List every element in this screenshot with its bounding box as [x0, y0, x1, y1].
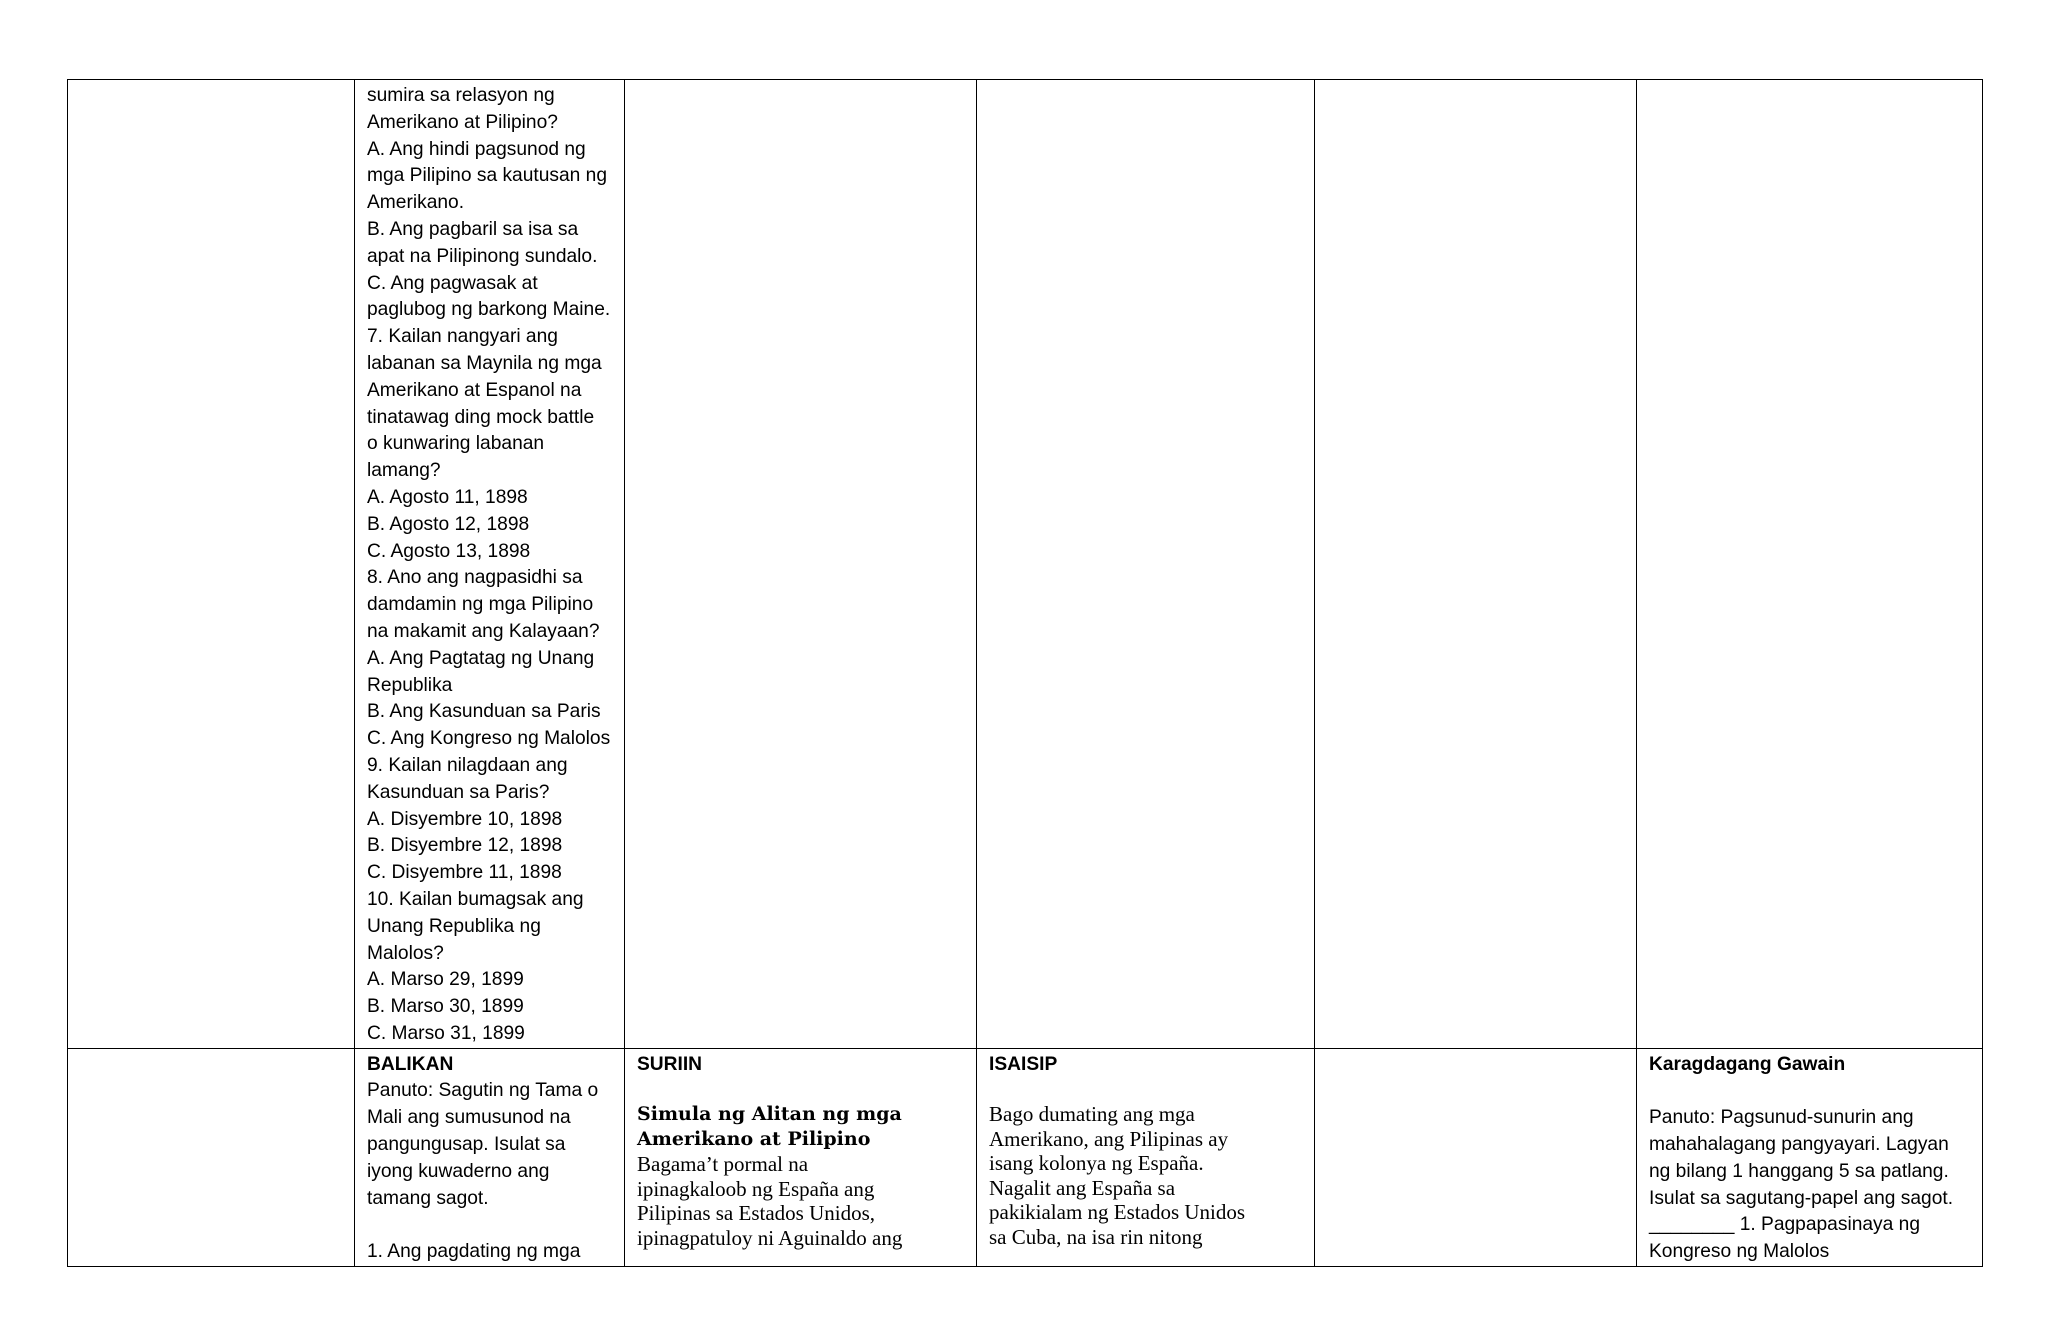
- question-line: sumira sa relasyon ng: [367, 85, 555, 106]
- text-line: ________ 1. Pagpapasinaya ng: [1649, 1214, 1920, 1236]
- empty-cell: [1315, 1048, 1637, 1266]
- question-line: apat na Pilipinong sundalo.: [367, 245, 598, 267]
- question-line: C. Marso 31, 1899: [367, 1022, 525, 1044]
- balikan-item: 1. Ang pagdating ng mga: [367, 1241, 581, 1263]
- question-line: 10. Kailan bumagsak ang: [367, 888, 584, 910]
- text-line: ipinagkaloob ng España ang: [637, 1176, 875, 1201]
- question-line: B. Marso 30, 1899: [367, 996, 524, 1018]
- question-line: 8. Ano ang nagpasidhi sa: [367, 567, 583, 589]
- text-line: isang kolonya ng España.: [989, 1151, 1204, 1176]
- question-list: [367, 83, 612, 1048]
- table-row: [68, 1048, 1983, 1266]
- question-line: na makamit ang Kalayaan?: [367, 620, 600, 642]
- question-line: A. Agosto 11, 1898: [367, 486, 528, 508]
- text-line: tamang sagot.: [367, 1187, 489, 1209]
- text-line: Pilipinas sa Estados Unidos,: [637, 1201, 876, 1226]
- question-line: mga Pilipino sa kautusan ng: [367, 165, 607, 187]
- question-line: C. Ang pagwasak at: [367, 272, 538, 294]
- isaisip-body: [989, 1102, 1302, 1249]
- question-line: C. Agosto 13, 1898: [367, 540, 531, 562]
- text-line: Mali ang sumusunod na: [367, 1107, 571, 1129]
- karagdagan-heading: Karagdagang Gawain: [1649, 1053, 1846, 1075]
- question-line: A. Disyembre 10, 1898: [367, 808, 563, 830]
- suriin-cell: [625, 1048, 977, 1266]
- text-line: Kongreso ng Malolos: [1649, 1241, 1830, 1263]
- question-line: B. Ang pagbaril sa isa sa: [367, 218, 579, 240]
- text-line: pangungusap. Isulat sa: [367, 1134, 566, 1156]
- question-line: labanan sa Maynila ng mga: [367, 352, 602, 374]
- text-line: Bago dumating ang mga: [989, 1102, 1195, 1127]
- text-line: Nagalit ang España sa: [989, 1175, 1176, 1200]
- text-line: sa Cuba, na isa rin nitong: [989, 1224, 1203, 1249]
- suriin-title: [637, 1102, 964, 1152]
- question-line: B. Ang Kasunduan sa Paris: [367, 701, 601, 723]
- question-line: C. Disyembre 11, 1898: [367, 862, 562, 884]
- lesson-plan-table: [67, 79, 1983, 1267]
- text-line: Bagama’t pormal na: [637, 1152, 809, 1177]
- title-line: Amerikano at Pilipino: [637, 1128, 871, 1151]
- empty-cell: [1637, 80, 1983, 1049]
- question-line: Unang Republika ng: [367, 915, 541, 937]
- question-line: Amerikano.: [367, 192, 465, 214]
- question-line: o kunwaring labanan: [367, 433, 545, 455]
- text-line: Panuto: Pagsunud-sunurin ang: [1649, 1107, 1914, 1129]
- question-line: Amerikano at Pilipino?: [367, 111, 558, 133]
- empty-cell: [68, 1048, 355, 1266]
- question-line: damdamin ng mga Pilipino: [367, 594, 594, 616]
- question-line: 7. Kailan nangyari ang: [367, 326, 558, 348]
- text-line: ipinagpatuloy ni Aguinaldo ang: [637, 1225, 903, 1250]
- question-line: Amerikano at Espanol na: [367, 379, 582, 401]
- text-line: iyong kuwaderno ang: [367, 1160, 550, 1182]
- question-line: 9. Kailan nilagdaan ang: [367, 754, 568, 776]
- question-line: A. Marso 29, 1899: [367, 969, 524, 991]
- question-line: lamang?: [367, 460, 441, 482]
- question-line: B. Disyembre 12, 1898: [367, 835, 563, 857]
- question-line: C. Ang Kongreso ng Malolos: [367, 728, 611, 750]
- question-line: Kasunduan sa Paris?: [367, 781, 550, 803]
- text-line: ng bilang 1 hanggang 5 sa patlang.: [1649, 1160, 1949, 1182]
- question-line: A. Ang Pagtatag ng Unang: [367, 647, 595, 669]
- text-line: mahahalagang pangyayari. Lagyan: [1649, 1134, 1949, 1156]
- text-line: pakikialam ng Estados Unidos: [989, 1200, 1246, 1225]
- title-line: Simula ng Alitan ng mga: [637, 1103, 902, 1126]
- question-line: tinatawag ding mock battle: [367, 406, 595, 428]
- suriin-heading: SURIIN: [637, 1053, 703, 1075]
- text-line: Amerikano, ang Pilipinas ay: [989, 1126, 1229, 1151]
- empty-cell: [68, 80, 355, 1049]
- empty-cell: [977, 80, 1315, 1049]
- karagdagan-body: [1649, 1105, 1970, 1266]
- suriin-body: [637, 1152, 964, 1250]
- balikan-instructions: [367, 1078, 612, 1212]
- karagdagan-cell: [1637, 1048, 1983, 1266]
- balikan-heading: BALIKAN: [367, 1053, 454, 1075]
- question-line: paglubog ng barkong Maine.: [367, 299, 611, 321]
- question-line: Malolos?: [367, 942, 444, 964]
- empty-cell: [625, 80, 977, 1049]
- balikan-cell: [355, 1048, 625, 1266]
- table-row: [68, 80, 1983, 1049]
- empty-cell: [1315, 80, 1637, 1049]
- question-line: B. Agosto 12, 1898: [367, 513, 530, 535]
- isaisip-heading: ISAISIP: [989, 1053, 1058, 1075]
- text-line: Isulat sa sagutang-papel ang sagot.: [1649, 1187, 1954, 1209]
- text-line: Panuto: Sagutin ng Tama o: [367, 1080, 599, 1102]
- question-line: A. Ang hindi pagsunod ng: [367, 138, 586, 160]
- isaisip-cell: [977, 1048, 1315, 1266]
- questions-cell: [355, 80, 625, 1049]
- question-line: Republika: [367, 674, 453, 696]
